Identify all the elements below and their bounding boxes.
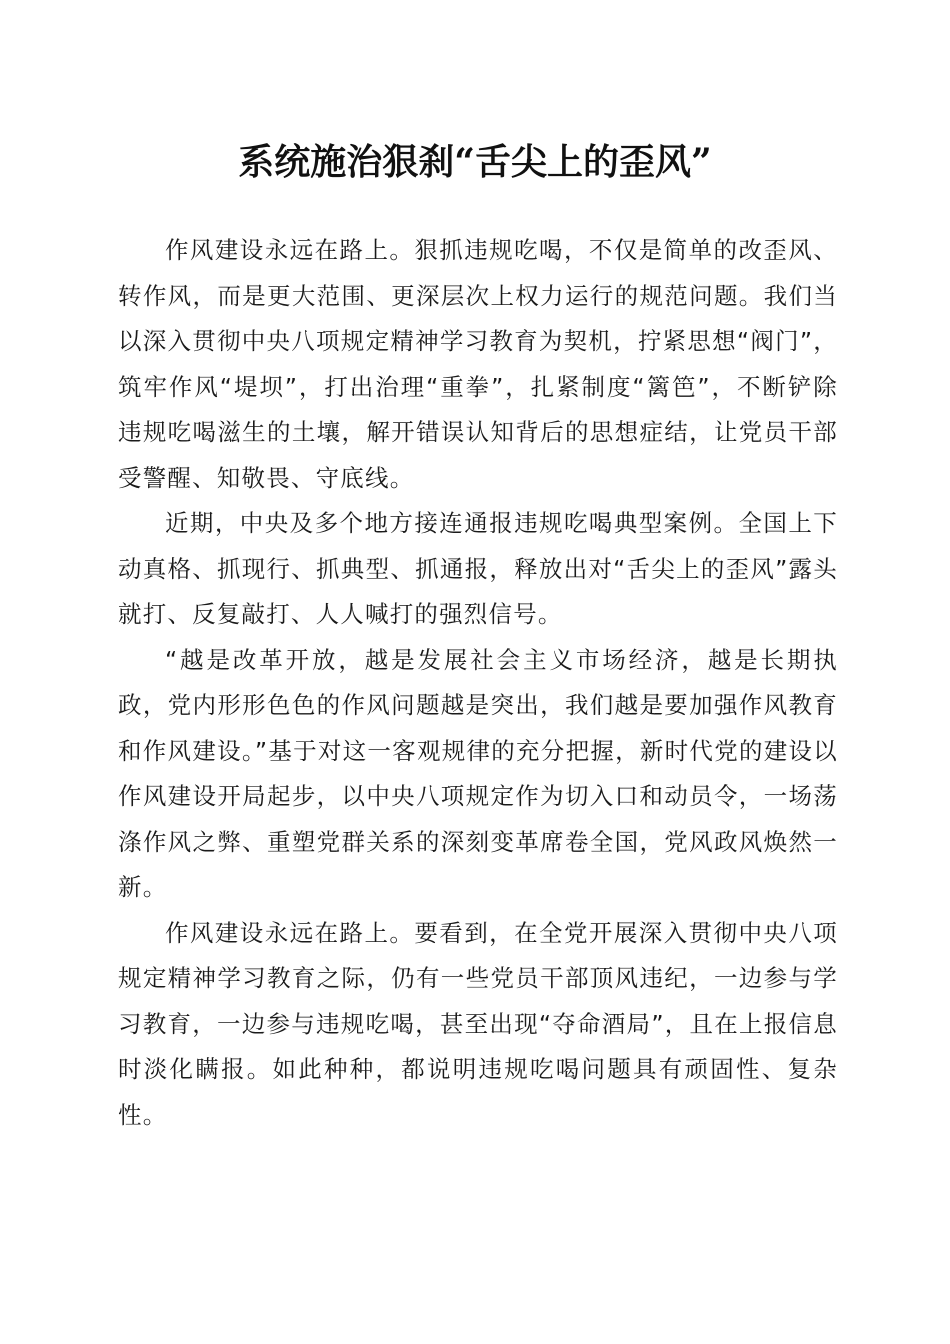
document-body [118, 228, 838, 1138]
document-title: 系统施治狠刹“舌尖上的歪风” [238, 141, 712, 183]
paragraph-1: 作风建设永远在路上。狠抓违规吃喝，不仅是简单的改歪风、转作风，而是更大范围、更深层次上权力运行的规范问题。我们当以深入贯彻中央八项规定精神学习教育为契机，拧紧思想“阀门”，筑牢作风“堤坝”，打出治理“重拳”，扎紧制度“篱笆”，不断铲除违规吃喝滋生的土壤，解开错误认知背后的思想症结，让党员干部受警醒、知敬畏、守底线。 [118, 236, 838, 492]
paragraph-4: 作风建设永远在路上。要看到，在全党开展深入贯彻中央八项规定精神学习教育之际，仍有一些党员干部顶风违纪，一边参与学习教育，一边参与违规吃喝，甚至出现“夺命酒局”，且在上报信息时淡化瞒报。如此种种，都说明违规吃喝问题具有顽固性、复杂性。 [118, 918, 838, 1129]
paragraph-2: 近期，中央及多个地方接连通报违规吃喝典型案例。全国上下动真格、抓现行、抓典型、抓通报，释放出对“舌尖上的歪风”露头就打、反复敲打、人人喊打的强烈信号。 [118, 509, 838, 628]
paragraph-3: “越是改革开放，越是发展社会主义市场经济，越是长期执政，党内形形色色的作风问题越是突出，我们越是要加强作风教育和作风建设。”基于对这一客观规律的充分把握，新时代党的建设以作风建设开局起步，以中央八项规定作为切入口和动员令，一场荡涤作风之弊、重塑党群关系的深刻变革席卷全国，党风政风焕然一新。 [118, 645, 838, 901]
